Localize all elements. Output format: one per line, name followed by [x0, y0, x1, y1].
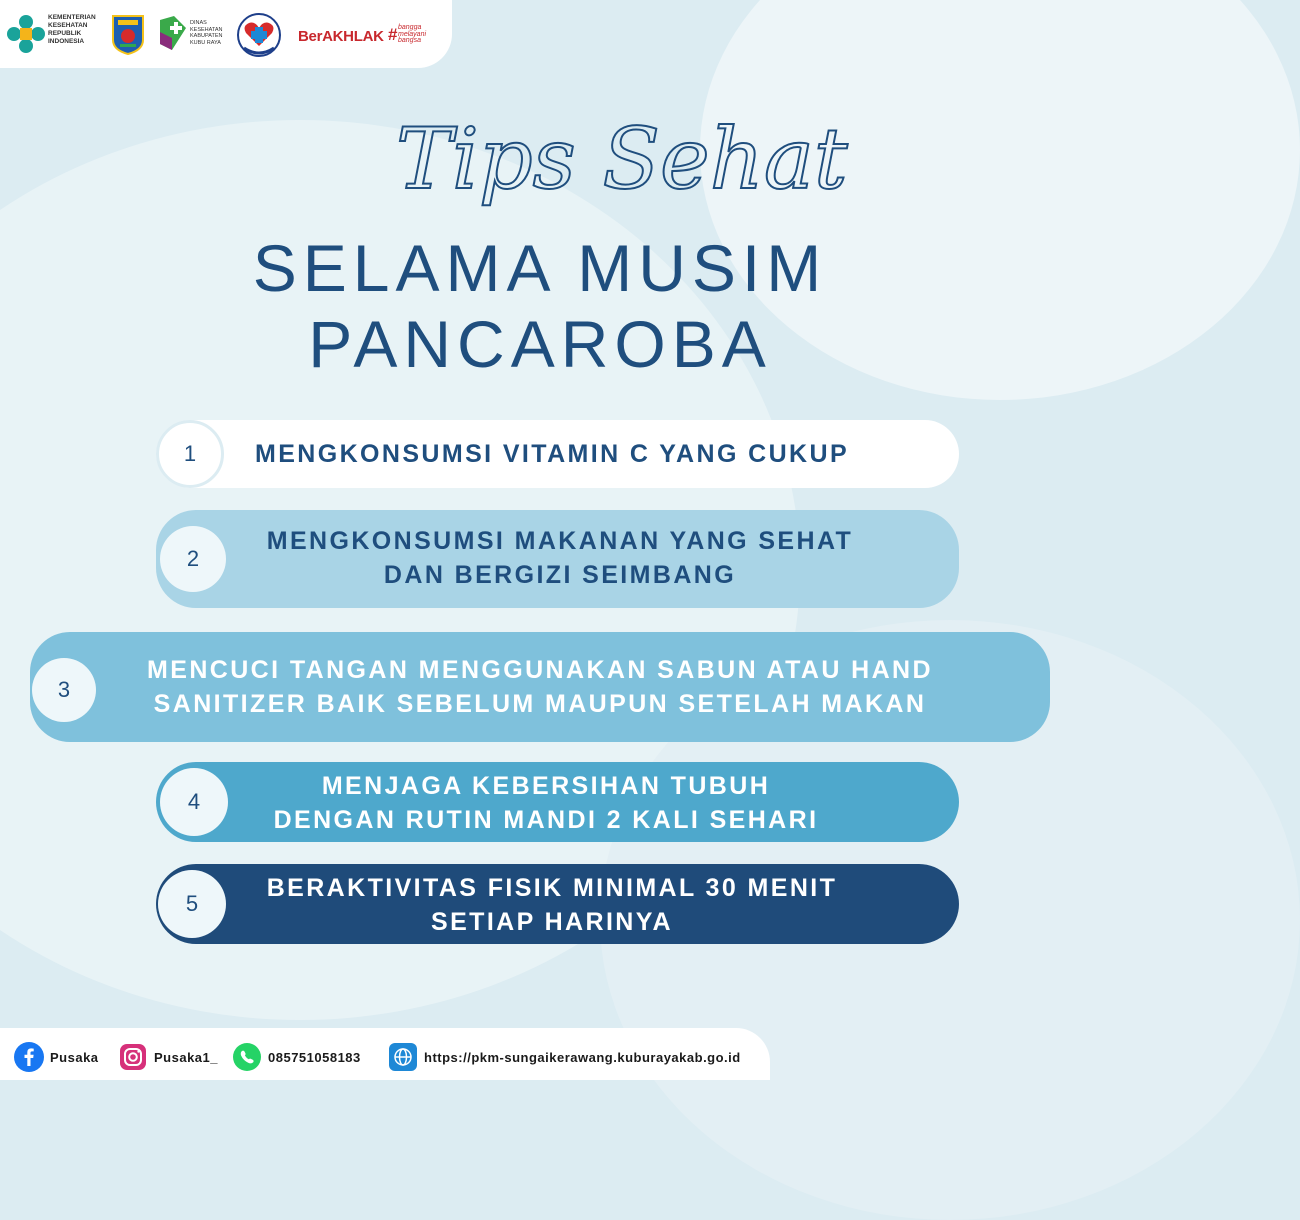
hash-icon: #: [388, 25, 398, 44]
bangga-melayani-logo: bangga melayani bangsa: [398, 24, 427, 44]
tip-text: MENCUCI TANGAN MENGGUNAKAN SABUN ATAU HAND SANITIZER BAIK SEBELUM MAUPUN SETELAH MAKAN: [147, 656, 933, 718]
dinkes-logo: [158, 14, 232, 54]
tip-text: MENJAGA KEBERSIHAN TUBUH DENGAN RUTIN MANDI 2 KALI SEHARI: [273, 772, 819, 834]
footer-contacts: [0, 1028, 770, 1080]
puskesmas-icon: [236, 12, 282, 58]
tip-number: 4: [160, 768, 228, 836]
kemenkes-label: KEMENTERIAN KESEHATAN REPUBLIK INDONESIA: [48, 14, 96, 45]
logo-bar: [0, 0, 452, 68]
tip-item-4: [156, 762, 959, 842]
emblem-icon: [110, 12, 146, 56]
tip-text: BERAKTIVITAS FISIK MINIMAL 30 MENIT SETIAP HARINYA: [266, 874, 838, 936]
tip-text: MENGKONSUMSI VITAMIN C YANG CUKUP: [254, 440, 850, 468]
instagram-contact[interactable]: [118, 1042, 218, 1072]
kubu-raya-emblem: [110, 12, 146, 56]
whatsapp-number: 085751058183: [268, 1049, 361, 1065]
kemenkes-icon: [6, 14, 46, 54]
instagram-handle: Pusaka1_: [154, 1049, 218, 1065]
berakhlak-logo: BerAKHLAK: [298, 28, 384, 45]
puskesmas-logo: [236, 12, 282, 58]
dinkes-label: DINAS KESEHATAN KABUPATEN KUBU RAYA: [190, 20, 223, 46]
tip-number: 5: [158, 870, 226, 938]
whatsapp-contact[interactable]: [232, 1042, 361, 1072]
title-line-2: PANCAROBA: [308, 307, 772, 381]
svg-text:Tips Sehat: Tips Sehat: [396, 110, 848, 208]
tip-item-2: [156, 510, 959, 608]
kemenkes-logo: [6, 14, 110, 54]
facebook-handle: Pusaka: [50, 1049, 99, 1065]
script-title: [380, 96, 848, 236]
tip-item-1: [156, 420, 959, 488]
instagram-icon: [118, 1042, 148, 1072]
tip-number: 3: [32, 658, 96, 722]
dinkes-icon: [158, 14, 188, 52]
website-contact[interactable]: [388, 1042, 741, 1072]
facebook-icon: [14, 1042, 44, 1072]
website-url: https://pkm-sungaikerawang.kuburayakab.go.id: [424, 1049, 741, 1065]
whatsapp-icon: [232, 1042, 262, 1072]
tip-text: MENGKONSUMSI MAKANAN YANG SEHAT DAN BERGIZI SEIMBANG: [266, 527, 854, 589]
title-line-1: SELAMA MUSIM: [252, 231, 828, 305]
tip-item-5: [156, 864, 959, 944]
facebook-contact[interactable]: [14, 1042, 99, 1072]
tip-number: 2: [160, 526, 226, 592]
globe-icon: [388, 1042, 418, 1072]
tip-number: 1: [156, 420, 224, 488]
tip-item-3: [30, 632, 1050, 742]
